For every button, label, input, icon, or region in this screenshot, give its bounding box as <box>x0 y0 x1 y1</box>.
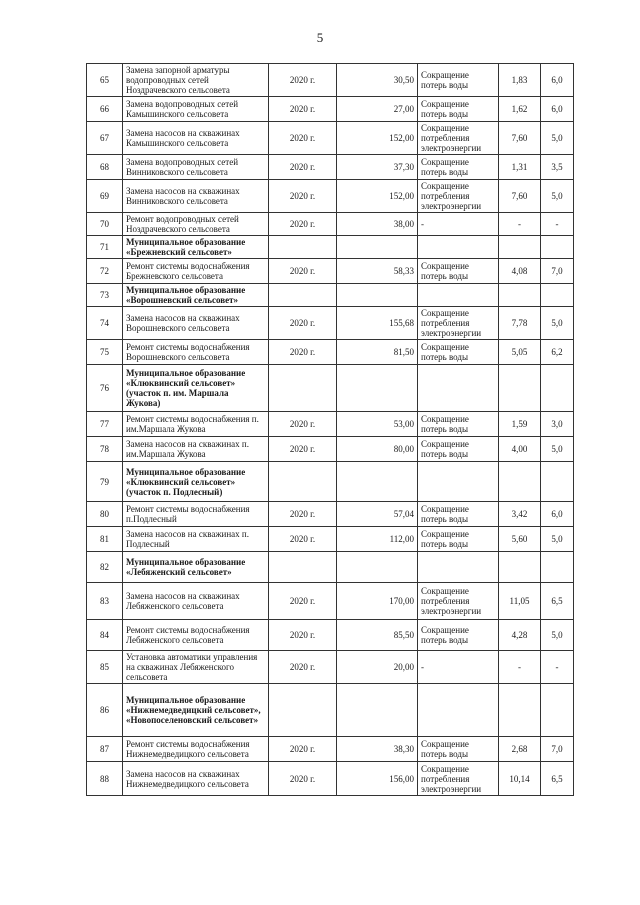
table-row <box>87 259 574 284</box>
cost-cell: 38,30 <box>337 737 418 762</box>
row-number: 73 <box>87 284 123 307</box>
effect-cell: Сокращение потребления электроэнергии <box>418 180 499 213</box>
year-cell: 2020 г. <box>269 180 337 213</box>
measure-name: Муниципальное образование «Лебяженский сельсовет» <box>123 552 269 583</box>
cost-cell: 37,30 <box>337 155 418 180</box>
cost-cell: 58,33 <box>337 259 418 284</box>
cost-cell: 155,68 <box>337 307 418 340</box>
cost-cell: 53,00 <box>337 412 418 437</box>
savings-cell: 5,05 <box>499 340 541 365</box>
table-row <box>87 64 574 97</box>
savings-cell <box>499 552 541 583</box>
payback-cell: 6,5 <box>541 762 574 796</box>
effect-cell: Сокращение потерь воды <box>418 340 499 365</box>
row-number: 82 <box>87 552 123 583</box>
payback-cell <box>541 236 574 259</box>
measure-name: Ремонт системы водоснабжения п. им.Маршала Жукова <box>123 412 269 437</box>
cost-cell: 156,00 <box>337 762 418 796</box>
section-header-row <box>87 284 574 307</box>
measure-name: Замена насосов на скважинах п. Подлесный <box>123 527 269 552</box>
cost-cell: 80,00 <box>337 437 418 462</box>
effect-cell: Сокращение потерь воды <box>418 97 499 122</box>
cost-cell: 152,00 <box>337 122 418 155</box>
measure-name: Замена насосов на скважинах Винниковского сельсовета <box>123 180 269 213</box>
effect-cell: - <box>418 651 499 684</box>
row-number: 71 <box>87 236 123 259</box>
row-number: 75 <box>87 340 123 365</box>
payback-cell <box>541 684 574 737</box>
cost-cell: 38,00 <box>337 213 418 236</box>
measure-name: Замена насосов на скважинах Нижнемедведицкого сельсовета <box>123 762 269 796</box>
effect-cell <box>418 684 499 737</box>
year-cell: 2020 г. <box>269 122 337 155</box>
savings-cell: - <box>499 651 541 684</box>
section-header-row <box>87 236 574 259</box>
year-cell <box>269 365 337 412</box>
table-row <box>87 213 574 236</box>
measure-name: Установка автоматики управления на скважинах Лебяженского сельсовета <box>123 651 269 684</box>
table-row <box>87 651 574 684</box>
table-row <box>87 527 574 552</box>
year-cell: 2020 г. <box>269 412 337 437</box>
row-number: 78 <box>87 437 123 462</box>
cost-cell: 170,00 <box>337 583 418 620</box>
savings-cell: 7,78 <box>499 307 541 340</box>
payback-cell: 7,0 <box>541 737 574 762</box>
table-body <box>87 64 574 796</box>
year-cell: 2020 г. <box>269 213 337 236</box>
payback-cell: 5,0 <box>541 527 574 552</box>
effect-cell <box>418 462 499 502</box>
table-row <box>87 180 574 213</box>
table-row <box>87 583 574 620</box>
table-row <box>87 307 574 340</box>
year-cell <box>269 236 337 259</box>
table-row <box>87 437 574 462</box>
effect-cell <box>418 236 499 259</box>
payback-cell: 3,5 <box>541 155 574 180</box>
cost-cell <box>337 236 418 259</box>
row-number: 87 <box>87 737 123 762</box>
table-row <box>87 122 574 155</box>
row-number: 85 <box>87 651 123 684</box>
savings-cell <box>499 365 541 412</box>
row-number: 88 <box>87 762 123 796</box>
year-cell: 2020 г. <box>269 64 337 97</box>
row-number: 84 <box>87 620 123 651</box>
row-number: 86 <box>87 684 123 737</box>
savings-cell <box>499 284 541 307</box>
year-cell: 2020 г. <box>269 155 337 180</box>
effect-cell: - <box>418 213 499 236</box>
measure-name: Замена запорной арматуры водопроводных сетей Ноздрачевского сельсовета <box>123 64 269 97</box>
payback-cell: 6,5 <box>541 583 574 620</box>
effect-cell: Сокращение потерь воды <box>418 155 499 180</box>
savings-cell: 1,62 <box>499 97 541 122</box>
year-cell: 2020 г. <box>269 307 337 340</box>
cost-cell: 152,00 <box>337 180 418 213</box>
cost-cell <box>337 462 418 502</box>
payback-cell <box>541 552 574 583</box>
measure-name: Ремонт системы водоснабжения Брежневского сельсовета <box>123 259 269 284</box>
row-number: 69 <box>87 180 123 213</box>
payback-cell: 6,0 <box>541 502 574 527</box>
cost-cell: 57,04 <box>337 502 418 527</box>
table-row <box>87 762 574 796</box>
year-cell: 2020 г. <box>269 527 337 552</box>
cost-cell: 27,00 <box>337 97 418 122</box>
effect-cell: Сокращение потребления электроэнергии <box>418 583 499 620</box>
savings-cell: - <box>499 213 541 236</box>
row-number: 79 <box>87 462 123 502</box>
savings-cell <box>499 684 541 737</box>
table-row <box>87 97 574 122</box>
payback-cell: 5,0 <box>541 437 574 462</box>
payback-cell: 3,0 <box>541 412 574 437</box>
measure-name: Муниципальное образование «Ворошневский сельсовет» <box>123 284 269 307</box>
measure-name: Замена насосов на скважинах Лебяженского сельсовета <box>123 583 269 620</box>
row-number: 70 <box>87 213 123 236</box>
table-row <box>87 155 574 180</box>
measure-name: Замена водопроводных сетей Винниковского сельсовета <box>123 155 269 180</box>
effect-cell: Сокращение потребления электроэнергии <box>418 762 499 796</box>
row-number: 67 <box>87 122 123 155</box>
cost-cell <box>337 684 418 737</box>
payback-cell: 5,0 <box>541 307 574 340</box>
measure-name: Муниципальное образование «Клюквинский сельсовет» (участок п. им. Маршала Жукова) <box>123 365 269 412</box>
section-header-row <box>87 365 574 412</box>
measure-name: Муниципальное образование «Нижнемедведицкий сельсовет», «Новопоселеновский сельсовет» <box>123 684 269 737</box>
payback-cell <box>541 462 574 502</box>
payback-cell: 5,0 <box>541 180 574 213</box>
effect-cell: Сокращение потерь воды <box>418 527 499 552</box>
measures-table <box>86 63 574 796</box>
row-number: 72 <box>87 259 123 284</box>
row-number: 80 <box>87 502 123 527</box>
year-cell: 2020 г. <box>269 583 337 620</box>
effect-cell <box>418 365 499 412</box>
savings-cell: 7,60 <box>499 122 541 155</box>
year-cell <box>269 684 337 737</box>
measure-name: Замена насосов на скважинах Камышинского сельсовета <box>123 122 269 155</box>
page-number: 5 <box>316 30 324 45</box>
payback-cell: 7,0 <box>541 259 574 284</box>
payback-cell: 6,2 <box>541 340 574 365</box>
year-cell <box>269 284 337 307</box>
section-header-row <box>87 462 574 502</box>
effect-cell: Сокращение потерь воды <box>418 502 499 527</box>
measure-name: Ремонт системы водоснабжения п.Подлесный <box>123 502 269 527</box>
measure-name: Ремонт системы водоснабжения Лебяженского сельсовета <box>123 620 269 651</box>
cost-cell: 112,00 <box>337 527 418 552</box>
row-number: 76 <box>87 365 123 412</box>
savings-cell: 10,14 <box>499 762 541 796</box>
effect-cell: Сокращение потерь воды <box>418 259 499 284</box>
row-number: 68 <box>87 155 123 180</box>
row-number: 81 <box>87 527 123 552</box>
table-row <box>87 340 574 365</box>
savings-cell: 1,31 <box>499 155 541 180</box>
row-number: 74 <box>87 307 123 340</box>
savings-cell: 3,42 <box>499 502 541 527</box>
effect-cell: Сокращение потерь воды <box>418 737 499 762</box>
cost-cell: 85,50 <box>337 620 418 651</box>
effect-cell: Сокращение потерь воды <box>418 620 499 651</box>
row-number: 77 <box>87 412 123 437</box>
effect-cell: Сокращение потребления электроэнергии <box>418 307 499 340</box>
payback-cell: 5,0 <box>541 620 574 651</box>
year-cell: 2020 г. <box>269 620 337 651</box>
measure-name: Ремонт водопроводных сетей Ноздрачевского сельсовета <box>123 213 269 236</box>
measure-name: Ремонт системы водоснабжения Нижнемедведицкого сельсовета <box>123 737 269 762</box>
payback-cell <box>541 284 574 307</box>
row-number: 65 <box>87 64 123 97</box>
cost-cell <box>337 284 418 307</box>
payback-cell: 6,0 <box>541 64 574 97</box>
year-cell <box>269 462 337 502</box>
savings-cell: 11,05 <box>499 583 541 620</box>
effect-cell: Сокращение потерь воды <box>418 412 499 437</box>
payback-cell: - <box>541 213 574 236</box>
measure-name: Муниципальное образование «Брежневский сельсовет» <box>123 236 269 259</box>
year-cell: 2020 г. <box>269 340 337 365</box>
measure-name: Муниципальное образование «Клюквинский сельсовет» (участок п. Подлесный) <box>123 462 269 502</box>
savings-cell: 5,60 <box>499 527 541 552</box>
measure-name: Замена водопроводных сетей Камышинского сельсовета <box>123 97 269 122</box>
row-number: 83 <box>87 583 123 620</box>
payback-cell: 5,0 <box>541 122 574 155</box>
year-cell: 2020 г. <box>269 502 337 527</box>
payback-cell: 6,0 <box>541 97 574 122</box>
table-row <box>87 737 574 762</box>
section-header-row <box>87 684 574 737</box>
year-cell: 2020 г. <box>269 651 337 684</box>
cost-cell: 30,50 <box>337 64 418 97</box>
year-cell <box>269 552 337 583</box>
measure-name: Замена насосов на скважинах Ворошневского сельсовета <box>123 307 269 340</box>
savings-cell: 7,60 <box>499 180 541 213</box>
cost-cell <box>337 365 418 412</box>
savings-cell: 1,59 <box>499 412 541 437</box>
savings-cell: 1,83 <box>499 64 541 97</box>
savings-cell: 4,08 <box>499 259 541 284</box>
effect-cell: Сокращение потерь воды <box>418 437 499 462</box>
measure-name: Ремонт системы водоснабжения Ворошневского сельсовета <box>123 340 269 365</box>
effect-cell: Сокращение потребления электроэнергии <box>418 122 499 155</box>
savings-cell <box>499 236 541 259</box>
effect-cell <box>418 552 499 583</box>
row-number: 66 <box>87 97 123 122</box>
table-row <box>87 412 574 437</box>
measure-name: Замена насосов на скважинах п. им.Маршала Жукова <box>123 437 269 462</box>
payback-cell <box>541 365 574 412</box>
cost-cell: 20,00 <box>337 651 418 684</box>
year-cell: 2020 г. <box>269 97 337 122</box>
savings-cell <box>499 462 541 502</box>
section-header-row <box>87 552 574 583</box>
cost-cell: 81,50 <box>337 340 418 365</box>
cost-cell <box>337 552 418 583</box>
savings-cell: 4,28 <box>499 620 541 651</box>
effect-cell: Сокращение потерь воды <box>418 64 499 97</box>
table-row <box>87 620 574 651</box>
year-cell: 2020 г. <box>269 762 337 796</box>
table-row <box>87 502 574 527</box>
effect-cell <box>418 284 499 307</box>
savings-cell: 4,00 <box>499 437 541 462</box>
year-cell: 2020 г. <box>269 259 337 284</box>
year-cell: 2020 г. <box>269 737 337 762</box>
year-cell: 2020 г. <box>269 437 337 462</box>
savings-cell: 2,68 <box>499 737 541 762</box>
payback-cell: - <box>541 651 574 684</box>
